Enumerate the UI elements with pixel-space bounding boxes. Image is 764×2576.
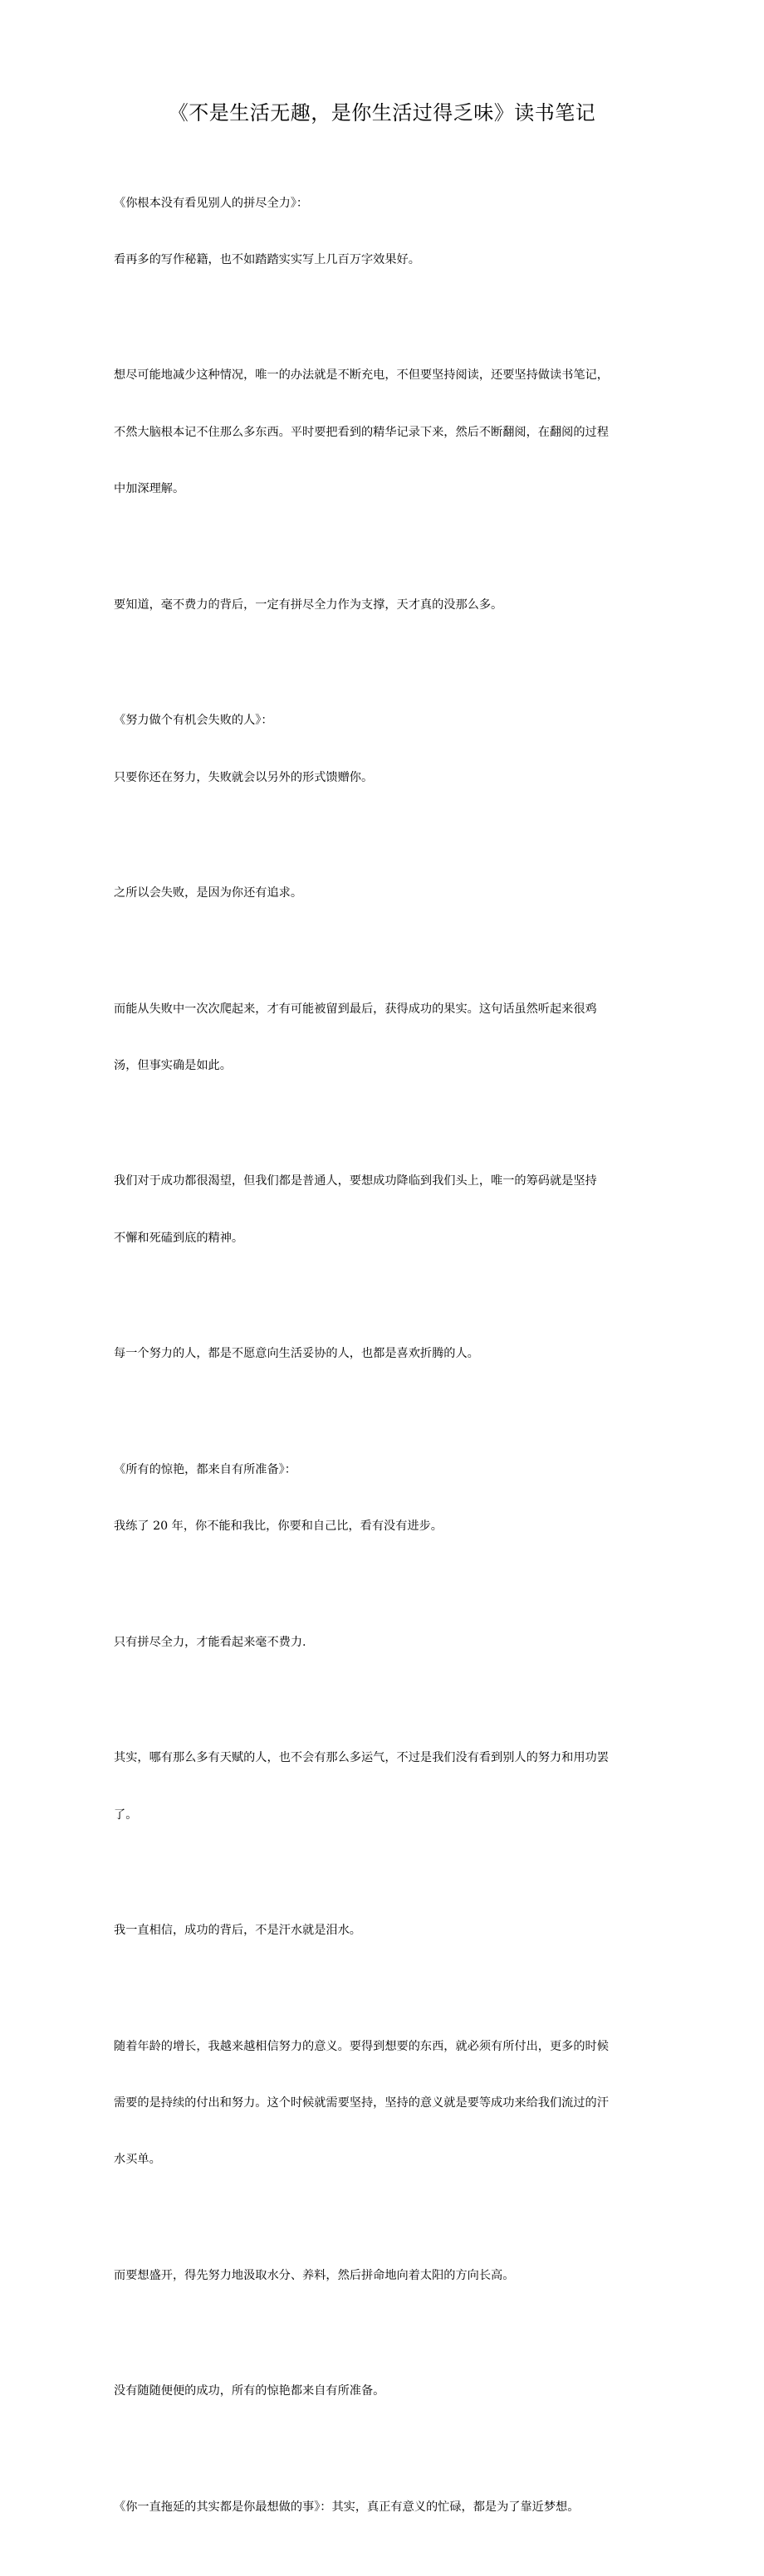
paragraph-line: 汤，但事实确是如此。 [114, 1058, 232, 1072]
paragraph [114, 558, 659, 652]
paragraph-line: 没有随随便便的成功，所有的惊艳都来自有所准备。 [114, 2384, 385, 2398]
paragraph-line: 之所以会失败，是因为你还有追求。 [114, 886, 303, 900]
paragraph [114, 1711, 659, 1862]
paragraph [114, 674, 659, 825]
paragraph-line: 《努力做个有机会失败的人》： [114, 714, 273, 728]
document-body [114, 156, 659, 2576]
paragraph [114, 846, 659, 941]
paragraph-line: 了。 [114, 1808, 138, 1822]
paragraph [114, 1999, 659, 2208]
paragraph-line: 而要想盛开，得先努力地汲取水分、养料，然后拼命地向着太阳的方向长高。 [114, 2268, 515, 2282]
paragraph-line: 需要的是持续的付出和努力。这个时候就需要坚持，坚持的意义就是要等成功来给我们流过的汗 [114, 2095, 609, 2110]
document-title: 《不是生活无趣，是你生活过得乏味》读书笔记 [168, 101, 596, 124]
paragraph [114, 1134, 659, 1286]
paragraph-line: 只要你还在努力，失败就会以另外的形式馈赠你。 [114, 770, 374, 784]
paragraph [114, 1595, 659, 1690]
paragraph-line: 不懈和死磕到底的精神。 [114, 1231, 244, 1245]
paragraph [114, 2344, 659, 2439]
paragraph-line: 《所有的惊艳，都来自有所准备》： [114, 1462, 296, 1476]
paragraph-line: 我们对于成功都很渴望，但我们都是普通人，要想成功降临到我们头上，唯一的筹码就是坚持 [114, 1174, 597, 1188]
paragraph [114, 2228, 659, 2323]
paragraph-line: 《你一直拖延的其实都是你最想做的事》：其实，真正有意义的忙碌，都是为了靠近梦想。 [114, 2500, 580, 2514]
paragraph [114, 1307, 659, 1402]
paragraph-line: 看再多的写作秘籍，也不如踏踏实实写上几百万字效果好。 [114, 252, 420, 266]
paragraph-line: 想尽可能地减少这种情况，唯一的办法就是不断充电，不但要坚持阅读，还要坚持做读书笔记， [114, 368, 609, 383]
paragraph-line: 不然大脑根本记不住那么多东西。平时要把看到的精华记录下来，然后不断翻阅，在翻阅的过程 [114, 425, 609, 439]
paragraph-line: 只有拼尽全力，才能看起来毫不费力. [114, 1635, 306, 1649]
paragraph [114, 2460, 659, 2554]
paragraph-line: 水买单。 [114, 2153, 161, 2167]
paragraph-line: 中加深理解。 [114, 482, 185, 496]
paragraph-line: 《你根本没有看见别人的拼尽全力》： [114, 196, 309, 210]
paragraph [114, 1883, 659, 1978]
paragraph-line: 我练了 20 年，你不能和我比，你要和自己比，看有没有进步。 [114, 1520, 443, 1534]
paragraph-line: 而能从失败中一次次爬起来，才有可能被留到最后，获得成功的果实。这句话虽然听起来很鸡 [114, 1002, 597, 1016]
paragraph-line: 要知道，毫不费力的背后，一定有拼尽全力作为支撑，天才真的没那么多。 [114, 598, 503, 612]
paragraph-line: 每一个努力的人，都是不愿意向生活妥协的人，也都是喜欢折腾的人。 [114, 1347, 479, 1361]
paragraph-line: 其实，哪有那么多有天赋的人，也不会有那么多运气，不过是我们没有看到别人的努力和用功罢 [114, 1751, 609, 1765]
paragraph-line: 随着年龄的增长，我越来越相信努力的意义。要得到想要的东西，就必须有所付出，更多的时候 [114, 2039, 609, 2053]
paragraph-line: 我一直相信，成功的背后，不是汗水就是泪水。 [114, 1924, 361, 1938]
paragraph [114, 329, 659, 537]
paragraph [114, 962, 659, 1113]
paragraph [114, 156, 659, 307]
paragraph [114, 1422, 659, 1573]
